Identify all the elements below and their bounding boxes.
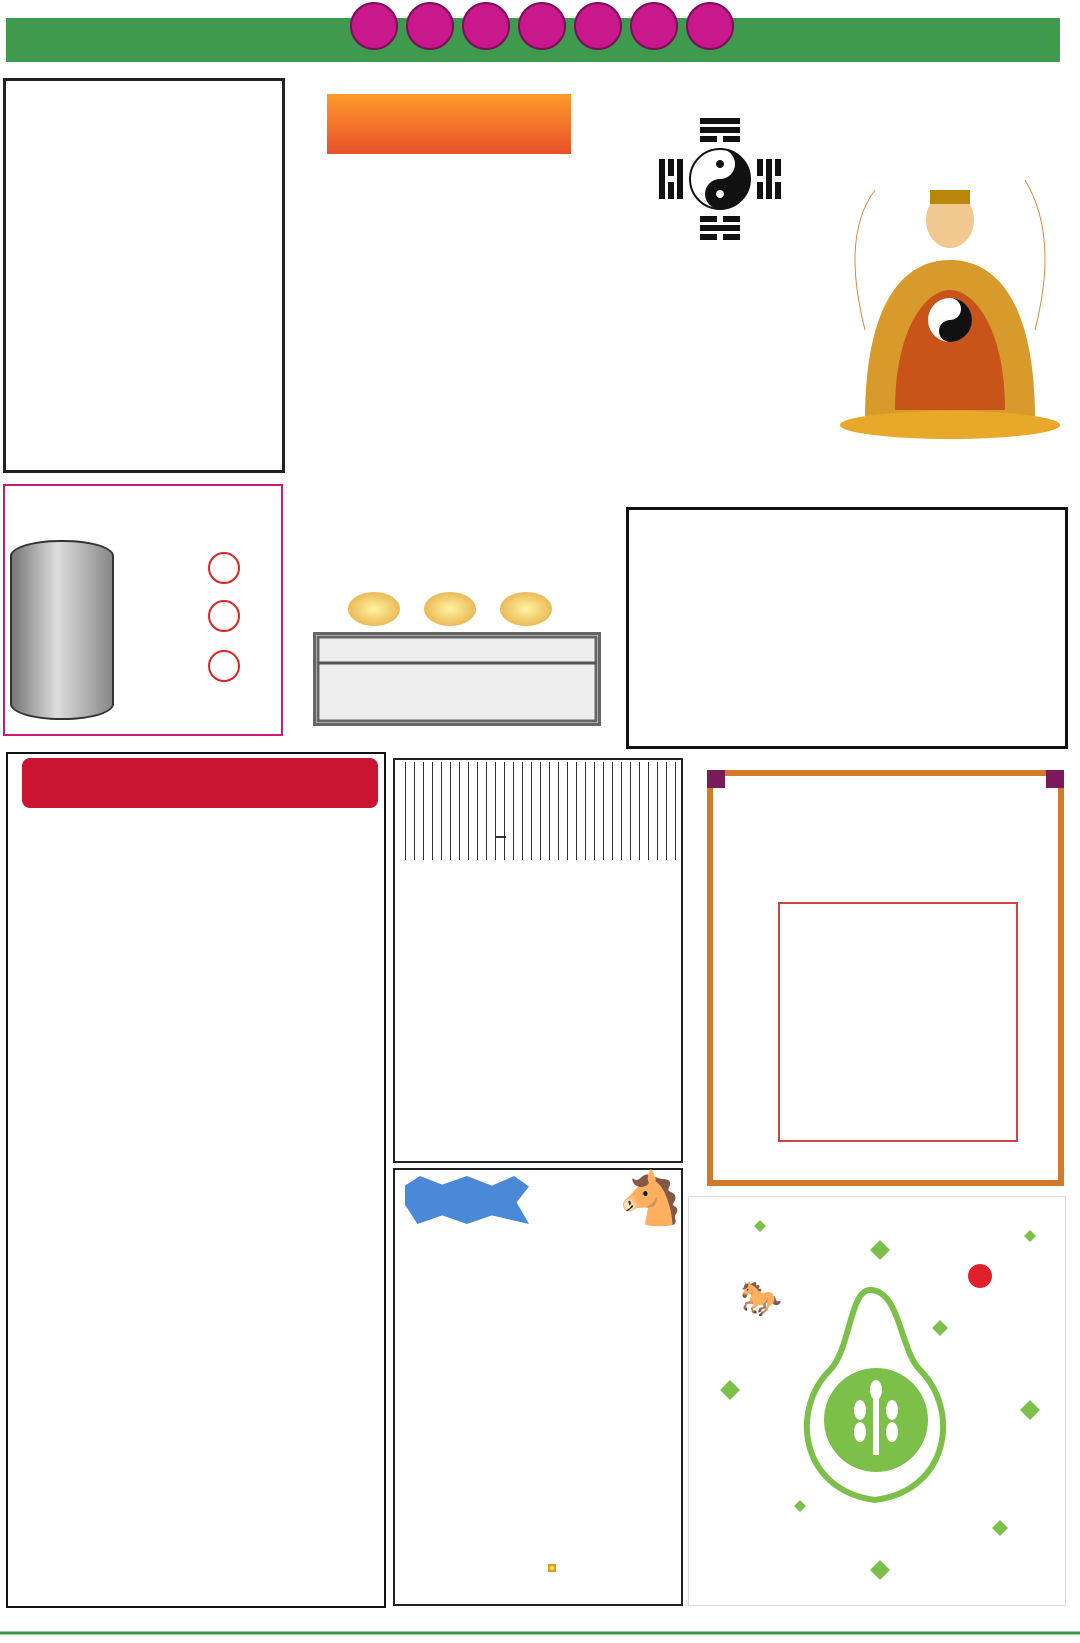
abacus-icon	[313, 632, 601, 726]
title-char	[630, 2, 678, 50]
fortune-cylinder	[10, 540, 114, 720]
corner-square	[1046, 770, 1064, 788]
corner-square	[707, 770, 725, 788]
kill-chart-header	[397, 762, 679, 860]
pear-icon	[700, 1200, 1060, 1600]
title-char	[350, 2, 398, 50]
big-character	[380, 170, 540, 350]
bagua-icon	[655, 114, 785, 244]
footer-decoration	[0, 1628, 1080, 1638]
lucky-number-circle	[208, 650, 240, 682]
news-box	[393, 1168, 683, 1606]
svg-text:🐎: 🐎	[740, 1279, 783, 1319]
horse-head-icon: 🐴	[618, 1169, 683, 1229]
horse-secret-banner	[327, 94, 571, 154]
zodiac-table	[6, 752, 386, 1608]
sage-figure-icon	[835, 170, 1065, 440]
title-char	[462, 2, 510, 50]
news-title	[405, 1176, 529, 1224]
seal-stamp	[548, 1564, 556, 1572]
title-char	[686, 2, 734, 50]
title-char	[406, 2, 454, 50]
author-stamp	[496, 836, 506, 838]
abacus-title	[348, 592, 552, 626]
abacus-title-char	[348, 592, 400, 626]
lucky-number-circle	[208, 552, 240, 584]
lucky-number-circle	[208, 600, 240, 632]
analysis-panel	[626, 507, 1068, 749]
header-title	[350, 2, 734, 42]
title-char	[574, 2, 622, 50]
title-char	[518, 2, 566, 50]
zodiac-table-title	[22, 758, 378, 808]
abacus-title-char	[500, 592, 552, 626]
abacus-title-char	[424, 592, 476, 626]
puzzle-grid	[778, 902, 1018, 1142]
nine-palace-text	[30, 6, 205, 231]
